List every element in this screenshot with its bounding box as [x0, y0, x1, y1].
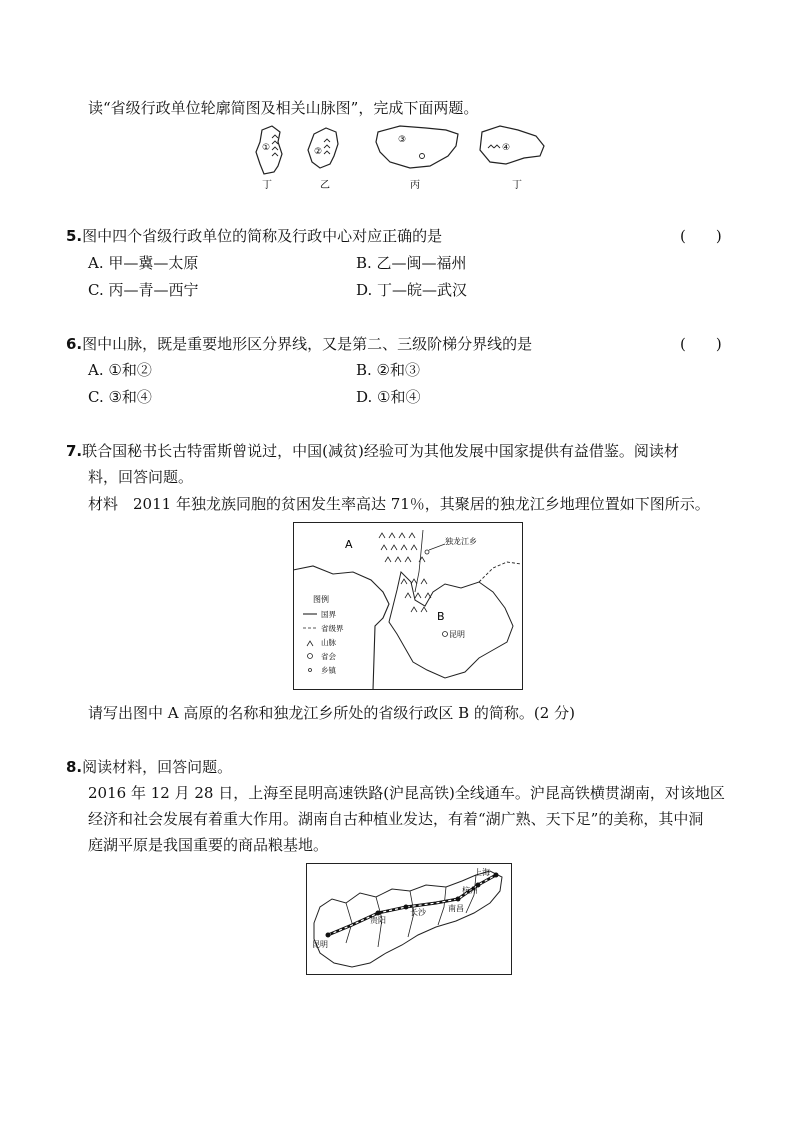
q6-stem-text: 图中山脉，既是重要地形区分界线，又是第二、三级阶梯分界线的是: [82, 335, 533, 353]
q6-option-c: C. ③和④: [88, 388, 152, 406]
legend-item-1: 国界: [321, 610, 336, 619]
dulongjiang-location-map: [293, 522, 523, 690]
q7-stem-line2: 料，回答问题。: [88, 468, 194, 486]
q8-stem: [66, 757, 232, 777]
fig1-circled-4: ④: [502, 143, 511, 153]
province-outline-2: [308, 128, 338, 168]
q5-stem-text: 图中四个省级行政单位的简称及行政中心对应正确的是: [82, 227, 443, 245]
province-outline-4: [480, 126, 544, 164]
q8-number: 8.: [66, 758, 83, 776]
city-guiyang: 贵阳: [370, 916, 386, 925]
q5-answer-paren: ( ): [680, 227, 722, 245]
q7-material: 材料 2011 年独龙族同胞的贫困发生率高达 71％，其聚居的独龙江乡地理位置如下图所示。: [88, 495, 710, 513]
map-place-name: 独龙江乡: [445, 537, 477, 546]
q5-option-b: B. 乙—闽—福州: [356, 254, 467, 272]
q7-stem-line1: [66, 441, 679, 461]
city-kunming: 昆明: [312, 940, 328, 949]
province-outline-figure: [250, 120, 550, 192]
fig1-label-3: 丙: [410, 180, 420, 191]
city-shanghai: 上海: [474, 868, 490, 877]
map-city-kunming: 昆明: [449, 630, 465, 639]
fig1-circled-3: ③: [398, 135, 407, 145]
city-changsha: 长沙: [410, 908, 426, 917]
q6-number: 6.: [66, 335, 83, 353]
q5-option-c: C. 丙—青—西宁: [88, 281, 199, 299]
q6-option-a: A. ①和②: [88, 361, 152, 379]
q5-number: 5.: [66, 227, 83, 245]
legend-item-4: 省会: [321, 652, 336, 661]
q5-option-a: A. 甲—冀—太原: [88, 254, 199, 272]
fig1-circled-1: ①: [262, 143, 271, 153]
fig1-label-4: 丁: [512, 180, 522, 191]
q6-stem: [66, 334, 532, 354]
map-label-b: B: [437, 610, 445, 623]
province-outline-3: [376, 126, 458, 168]
legend-item-5: 乡镇: [321, 666, 336, 675]
fig1-circled-2: ②: [314, 147, 323, 157]
capital-dot-3: [420, 154, 425, 159]
q7-line1-text: 联合国秘书长古特雷斯曾说过，中国(减贫)经验可为其他发展中国家提供有益借鉴。阅读材: [82, 442, 679, 460]
mountain-symbols-2: [324, 139, 330, 154]
q7-question: 请写出图中 A 高原的名称和独龙江乡所处的省级行政区 B 的简称。(2 分): [88, 704, 575, 722]
legend-title: 图例: [313, 595, 329, 604]
city-nanchang: 南昌: [448, 904, 464, 913]
q6-option-d: D. ①和④: [356, 388, 421, 406]
q8-para-line3: 庭湖平原是我国重要的商品粮基地。: [88, 836, 329, 854]
q6-answer-paren: ( ): [680, 335, 722, 353]
q8-para-line2: 经济和社会发展有着重大作用。湖南自古种植业发达，有着“湖广熟、天下足”的美称，其中洞: [88, 810, 704, 828]
q6-option-b: B. ②和③: [356, 361, 421, 379]
q8-para-line1: 2016 年 12 月 28 日，上海至昆明高速铁路(沪昆高铁)全线通车。沪昆高铁横贯湖南，对该地区: [88, 784, 725, 802]
map-label-a: A: [345, 538, 353, 551]
q8-stem-text: 阅读材料，回答问题。: [82, 758, 233, 776]
mountain-symbols-1: [272, 135, 278, 156]
q5-stem: [66, 226, 442, 246]
legend-item-3: 山脉: [321, 638, 336, 647]
mountain-symbols-4: [488, 145, 500, 148]
intro-text: 读“省级行政单位轮廓简图及相关山脉图”，完成下面两题。: [88, 99, 479, 117]
hukun-railway-map: [306, 863, 512, 975]
fig1-label-1: 丁: [262, 180, 272, 191]
fig1-label-2: 乙: [320, 180, 330, 191]
legend-item-2: 省级界: [321, 624, 344, 633]
q5-option-d: D. 丁—皖—武汉: [356, 281, 468, 299]
q7-number: 7.: [66, 442, 83, 460]
city-hangzhou: 杭州: [462, 886, 478, 895]
